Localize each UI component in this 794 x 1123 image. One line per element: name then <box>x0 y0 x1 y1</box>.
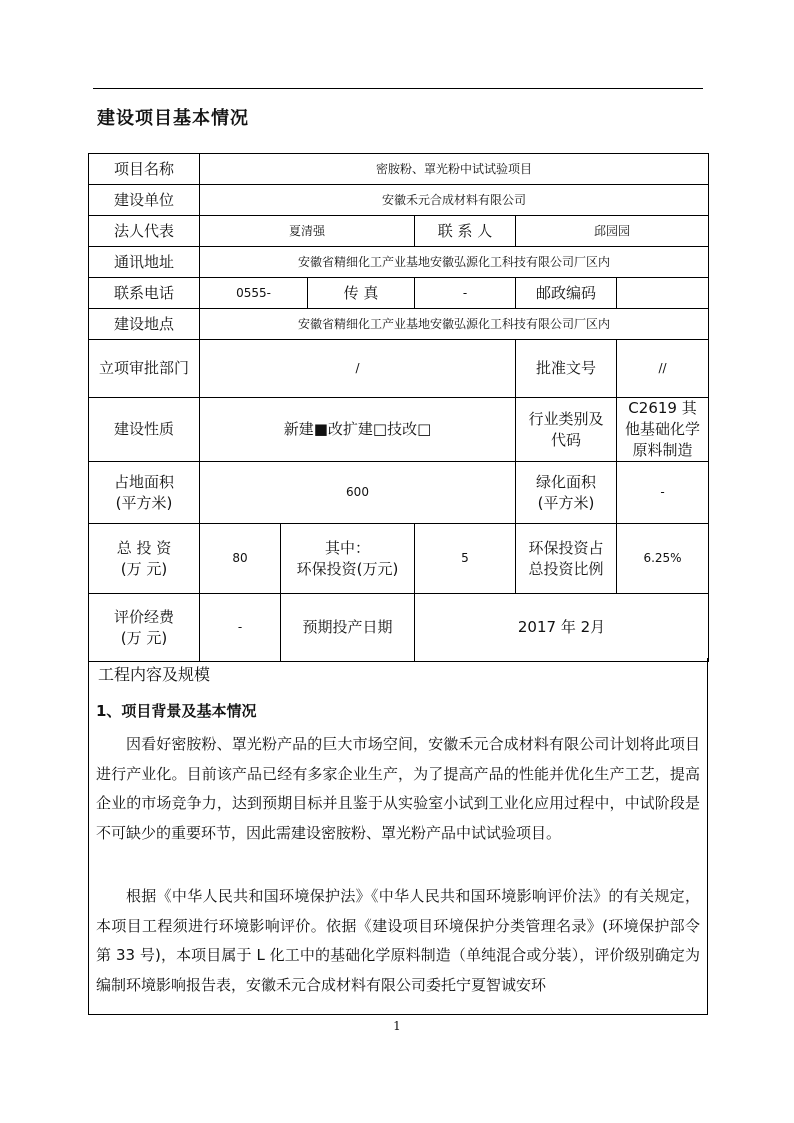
area-value: 600 <box>200 462 516 524</box>
row-site <box>89 309 709 340</box>
approval-dept-value: / <box>200 340 516 398</box>
row-nature <box>89 398 709 462</box>
env-invest-label-line-2: 环保投资(万元) <box>296 559 399 578</box>
env-invest-label <box>281 524 415 594</box>
env-ratio-label-line-2: 总投资比例 <box>528 559 604 578</box>
fee-label-line-2: (万 元) <box>120 628 168 647</box>
paragraph-background: 因看好密胺粉、罩光粉产品的巨大市场空间，安徽禾元合成材料有限公司计划将此项目进行产业化。目前该产品已经有多家企业生产，为了提高产品的性能并优化生产工艺，提高企业的市场竞争力，达到预期目标并且鉴于从实验室小试到工业化应用过程中，中试阶段是不可缺少的重要环节，因此需建设密胺粉、罩光粉产品中试试验项目。 <box>96 735 700 842</box>
env-invest-label-line-1: 其中： <box>324 538 370 557</box>
row-address <box>89 247 709 278</box>
legal-rep-value: 夏清强 <box>200 216 415 247</box>
project-name-value: 密胺粉、罩光粉中试试验项目 <box>200 154 709 185</box>
contact-value: 邱园园 <box>516 216 709 247</box>
approval-dept-label: 立项审批部门 <box>89 340 200 398</box>
prod-date-value: 2017 年 2月 <box>415 594 709 662</box>
builder-value: 安徽禾元合成材料有限公司 <box>200 185 709 216</box>
row-approval <box>89 340 709 398</box>
invest-label <box>89 524 200 594</box>
contact-label: 联 系 人 <box>415 216 516 247</box>
env-ratio-label-line-1: 环保投资占 <box>528 538 604 557</box>
paragraph-regulation: 根据《中华人民共和国环境保护法》《中华人民共和国环境影响评价法》的有关规定，本项目工程须进行环境影响评价。依据《建设项目环境保护分类管理名录》(环境保护部令第 33 号)，本项目属于 L 化工中的基础化学原料制造（单纯混合或分装），评价级别确定为编制环境影响报告表，安徽禾元合成材料有限公司委托宁夏智诚安环 <box>96 887 700 994</box>
row-phone <box>89 278 709 309</box>
row-area <box>89 462 709 524</box>
green-value: - <box>617 462 709 524</box>
green-label-line-1: 绿化面积 <box>535 472 596 491</box>
project-info-table <box>88 153 709 662</box>
project-name-label: 项目名称 <box>89 154 200 185</box>
site-value: 安徽省精细化工产业基地安徽弘源化工科技有限公司厂区内 <box>200 309 709 340</box>
invest-label-line-2: (万 元) <box>120 559 168 578</box>
address-value: 安徽省精细化工产业基地安徽弘源化工科技有限公司厂区内 <box>200 247 709 278</box>
postal-label: 邮政编码 <box>516 278 617 309</box>
address-label: 通讯地址 <box>89 247 200 278</box>
env-ratio-label <box>516 524 617 594</box>
green-label <box>516 462 617 524</box>
phone-label: 联系电话 <box>89 278 200 309</box>
area-label <box>89 462 200 524</box>
env-ratio-value: 6.25% <box>617 524 709 594</box>
site-label: 建设地点 <box>89 309 200 340</box>
row-project-name <box>89 154 709 185</box>
area-label-line-2: (平方米) <box>115 493 173 512</box>
industry-label-line-2: 代码 <box>550 430 581 449</box>
invest-label-line-1: 总 投 资 <box>116 538 172 557</box>
page-number: 1 <box>393 1019 401 1033</box>
row-builder <box>89 185 709 216</box>
fax-label: 传 真 <box>308 278 415 309</box>
phone-value: 0555- <box>200 278 308 309</box>
approval-no-value: // <box>617 340 709 398</box>
legal-rep-label: 法人代表 <box>89 216 200 247</box>
builder-label: 建设单位 <box>89 185 200 216</box>
industry-value-line-1: C2619 其他基础化学 <box>625 399 701 438</box>
approval-no-label: 批准文号 <box>516 340 617 398</box>
row-investment <box>89 524 709 594</box>
green-label-line-2: (平方米) <box>537 493 595 512</box>
industry-value-line-2: 原料制造 <box>632 441 693 459</box>
fee-label-line-1: 评价经费 <box>113 607 174 626</box>
fee-value: - <box>200 594 281 662</box>
industry-value <box>617 398 709 462</box>
nature-value: 新建■改扩建□技改□ <box>200 398 516 462</box>
industry-label <box>516 398 617 462</box>
header-rule <box>93 88 703 89</box>
prod-date-label: 预期投产日期 <box>281 594 415 662</box>
area-label-line-1: 占地面积 <box>113 472 174 491</box>
sub-heading: 1、项目背景及基本情况 <box>96 702 257 720</box>
nature-label: 建设性质 <box>89 398 200 462</box>
page-heading: 建设项目基本情况 <box>97 108 249 129</box>
fee-label <box>89 594 200 662</box>
row-legal-rep <box>89 216 709 247</box>
section-title: 工程内容及规模 <box>98 665 211 684</box>
postal-value <box>617 278 709 309</box>
invest-value: 80 <box>200 524 281 594</box>
row-fee <box>89 594 709 662</box>
fax-value: - <box>415 278 516 309</box>
industry-label-line-1: 行业类别及 <box>528 409 604 428</box>
env-invest-value: 5 <box>415 524 516 594</box>
